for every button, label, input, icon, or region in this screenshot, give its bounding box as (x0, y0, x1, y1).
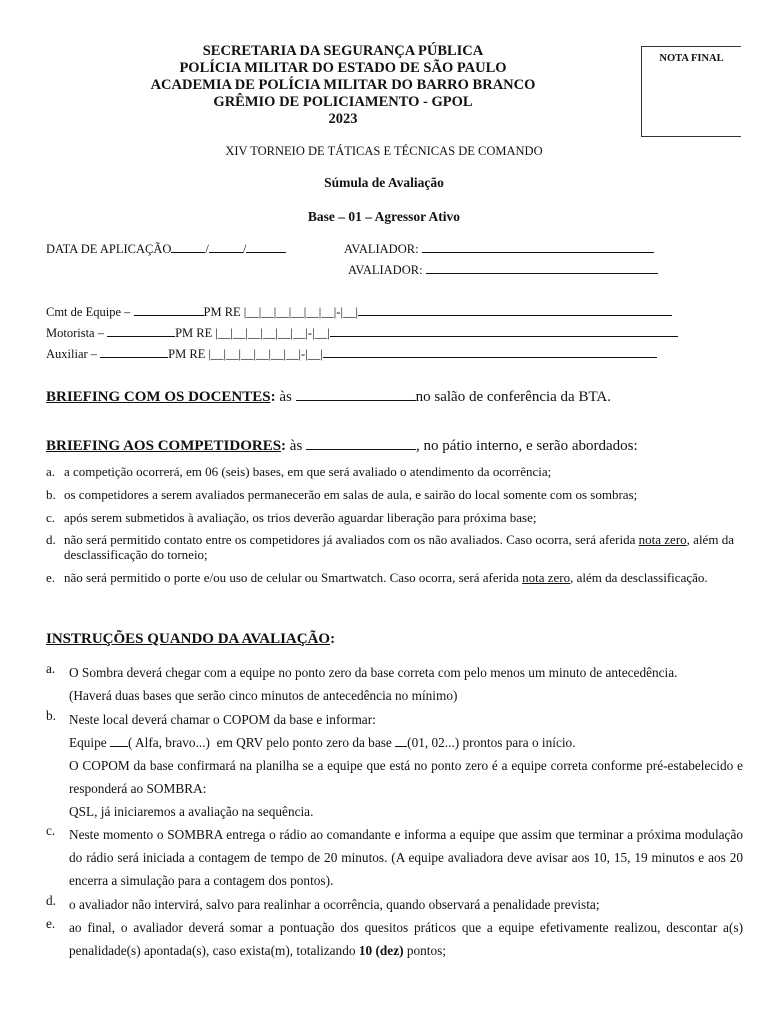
total-points: 10 (dez) (358, 943, 404, 958)
team-row-motorista[interactable] (46, 326, 678, 341)
colon: : (270, 389, 276, 405)
list-marker: a. (46, 661, 56, 676)
list-item (46, 487, 736, 503)
time-blank[interactable] (306, 449, 416, 450)
instruction-text: o avaliador não intervirá, salvo para realinhar a ocorrência, quando observará a penalidade prevista; (69, 897, 600, 912)
text-part: não será permitido contato entre os competidores já avaliados com os não avaliados. Caso ocorra, será aferida (64, 532, 639, 547)
instruction-line: O Sombra deverá chegar com a equipe no ponto zero da base correta com pelo menos um minuto de antecedência. (69, 665, 678, 680)
header-line: ACADEMIA DE POLÍCIA MILITAR DO BARRO BRANCO (150, 77, 536, 93)
team-row-cmt[interactable] (46, 305, 672, 320)
list-text: os competidores a serem avaliados permanecerão em salas de aula, e sairão do local somente com os sombras; (64, 487, 638, 502)
nota-final-label: NOTA FINAL (659, 53, 724, 64)
instruction-line: Neste local deverá chamar o COPOM da base e informar: (69, 712, 376, 727)
base-blank[interactable] (395, 746, 407, 747)
instruction-item-d (46, 893, 746, 916)
as-text: às (286, 438, 307, 454)
list-item (46, 510, 736, 526)
event-title: XIV TORNEIO DE TÁTICAS E TÉCNICAS DE COMANDO (225, 144, 543, 158)
nota-zero-text: nota zero (522, 570, 571, 585)
list-item (46, 570, 736, 602)
data-aplicacao-field[interactable] (46, 242, 286, 257)
instrucoes-title: INSTRUÇÕES QUANDO DA AVALIAÇÃO (46, 631, 331, 647)
header-line: SECRETARIA DA SEGURANÇA PÚBLICA (202, 43, 484, 59)
as-text: às (275, 389, 296, 405)
list-marker: d. (46, 532, 56, 547)
instruction-item-b (46, 708, 746, 823)
nota-zero-text: nota zero (638, 532, 687, 547)
text-part: Equipe (69, 735, 110, 750)
text-part: ao final, o avaliador deverá somar a pontuação dos quesitos práticos que a equipe efetivamente realizou, descontar a(s) penalidade(s) apontada(s), caso exista(m), totalizando (69, 920, 743, 958)
date-separator: / (205, 242, 209, 256)
header-line: 2023 (328, 111, 358, 127)
text-part: , além da desclassificação do torneio; (64, 532, 734, 562)
list-marker: d. (46, 893, 56, 908)
list-marker: b. (46, 487, 56, 502)
list-marker: c. (46, 510, 56, 525)
colon: : (281, 438, 287, 454)
data-aplicacao-label: DATA DE APLICAÇÃO (46, 242, 172, 256)
briefing-competidores (46, 438, 638, 455)
text-part: não será permitido o porte e/ou uso de celular ou Smartwatch. Caso ocorra, será aferida (64, 570, 523, 585)
pm-re-field: PM RE |__|__|__|__|__|__|-|__| (168, 347, 323, 361)
header-block (0, 43, 686, 128)
briefing-docentes-title: BRIEFING COM OS DOCENTES (46, 389, 271, 405)
instruction-text (69, 708, 743, 823)
team-row-auxiliar[interactable] (46, 347, 657, 362)
instruction-line (69, 731, 743, 754)
text-part: pontos; (403, 943, 447, 958)
base-title: Base – 01 – Agressor Ativo (307, 209, 461, 224)
team-blank[interactable] (110, 746, 128, 747)
list-marker: a. (46, 464, 56, 479)
nota-final-box[interactable] (641, 46, 741, 137)
list-text (64, 570, 734, 585)
briefing-docentes (46, 389, 611, 406)
list-marker: b. (46, 708, 56, 723)
list-marker: e. (46, 570, 56, 585)
avaliador-field-2[interactable] (348, 263, 658, 278)
list-text: a competição ocorrerá, em 06 (seis) bases, em que será avaliado o atendimento da ocorrência; (64, 464, 552, 479)
briefing-docentes-rest: no salão de conferência da BTA. (415, 389, 612, 405)
pm-re-field: PM RE |__|__|__|__|__|__|-|__| (175, 326, 330, 340)
time-blank[interactable] (296, 400, 416, 401)
team-role: Cmt de Equipe – (46, 305, 131, 319)
text-part: (01, 02...) prontos para o início. (407, 735, 576, 750)
briefing-competidores-title: BRIEFING AOS COMPETIDORES (46, 438, 282, 454)
colon: : (330, 631, 336, 647)
sumula-title: Súmula de Avaliação (324, 175, 444, 190)
briefing-competidores-rest: , no pátio interno, e serão abordados: (416, 438, 638, 454)
header-line: GRÊMIO DE POLICIAMENTO - GPOL (213, 94, 473, 110)
list-marker: c. (46, 823, 56, 838)
instruction-text (69, 916, 743, 962)
instruction-line: QSL, já iniciaremos a avaliação na sequência. (69, 804, 314, 819)
list-marker: e. (46, 916, 56, 931)
list-text: após serem submetidos à avaliação, os trios deverão aguardar liberação para próxima base; (64, 510, 537, 525)
pm-re-field: PM RE |__|__|__|__|__|__|-|__| (203, 305, 358, 319)
instrucoes-heading (46, 631, 335, 648)
instruction-item-a (46, 661, 746, 707)
date-separator: / (242, 242, 247, 256)
avaliador-field-1[interactable] (344, 242, 654, 257)
text-part: , além da desclassificação. (570, 570, 708, 585)
avaliador-label: AVALIADOR: (344, 242, 419, 256)
list-item (46, 532, 736, 564)
text-part: ( Alfa, bravo...) em QRV pelo ponto zero da base (128, 735, 396, 750)
instruction-item-c (46, 823, 746, 893)
team-role: Motorista – (46, 326, 104, 340)
instruction-line: (Haverá duas bases que serão cinco minutos de antecedência no mínimo) (69, 688, 458, 703)
instruction-line: O COPOM da base confirmará na planilha se a equipe que está no ponto zero é a equipe correta conforme pré-estabelecido e responderá ao SOMBRA: (69, 758, 743, 796)
list-item (46, 464, 736, 480)
instruction-item-e (46, 916, 746, 962)
header-line: POLÍCIA MILITAR DO ESTADO DE SÃO PAULO (179, 60, 507, 76)
team-role: Auxiliar – (46, 347, 98, 361)
instruction-text (69, 661, 743, 707)
list-text (64, 532, 734, 562)
instruction-text: Neste momento o SOMBRA entrega o rádio ao comandante e informa a equipe que assim que terminar a próxima modulação do rádio será iniciada a contagem de tempo de 20 minutos. (A equipe avaliadora deve avisar aos 10, 15, 19 minutos e aos 20 encerra a simulação para a contagem dos pontos). (69, 827, 743, 888)
avaliador-label: AVALIADOR: (348, 263, 423, 277)
